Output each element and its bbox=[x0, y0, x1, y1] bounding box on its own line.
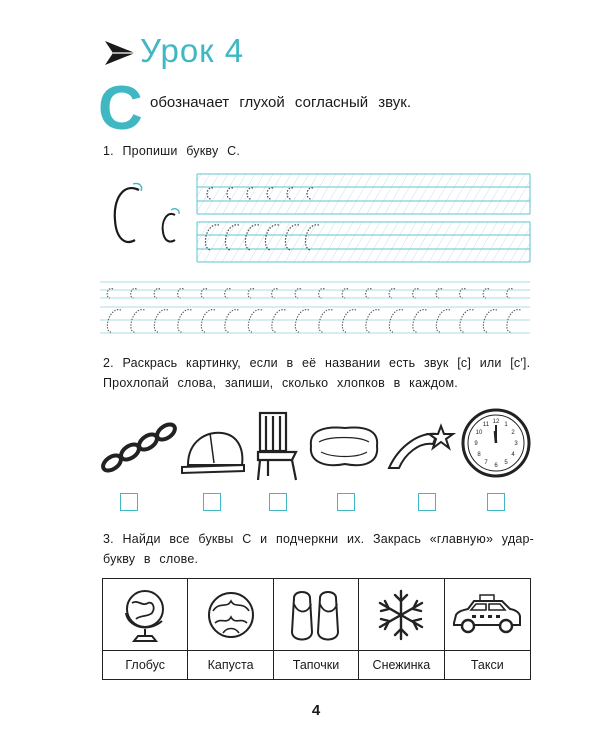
helmet-icon bbox=[180, 425, 248, 480]
answer-box[interactable] bbox=[269, 493, 287, 511]
table-picture-cell bbox=[359, 579, 444, 651]
arrow-icon bbox=[103, 38, 137, 68]
word-table bbox=[102, 578, 531, 680]
practice-capital-c bbox=[178, 310, 192, 332]
snowflake-icon bbox=[373, 587, 429, 643]
practice-capital-c bbox=[154, 310, 168, 332]
practice-capital-c bbox=[342, 310, 356, 332]
svg-text:5: 5 bbox=[504, 460, 508, 466]
table-word-cell: Такси bbox=[470, 658, 504, 672]
task-3-line-1: 3. Найди все буквы С и подчеркни их. Закрась «главную» удар- bbox=[103, 532, 534, 546]
table-picture-cell bbox=[274, 579, 359, 651]
answer-box[interactable] bbox=[487, 493, 505, 511]
table-picture-cell bbox=[445, 579, 530, 651]
globe-icon bbox=[118, 585, 172, 645]
practice-capital-c bbox=[201, 310, 215, 332]
practice-capital-c bbox=[131, 310, 145, 332]
practice-capital-c bbox=[272, 310, 286, 332]
big-letter: С bbox=[98, 74, 143, 143]
svg-text:11: 11 bbox=[482, 422, 490, 428]
model-capital-c bbox=[115, 188, 139, 242]
practice-capital-c bbox=[460, 310, 474, 332]
answer-box[interactable] bbox=[120, 493, 138, 511]
answer-box[interactable] bbox=[418, 493, 436, 511]
answer-box[interactable] bbox=[337, 493, 355, 511]
practice-capital-c bbox=[225, 310, 239, 332]
practice-capital-c bbox=[389, 310, 403, 332]
svg-text:8: 8 bbox=[477, 452, 481, 458]
practice-capital-c bbox=[507, 310, 521, 332]
table-word-cell: Тапочки bbox=[274, 651, 359, 679]
table-picture-cell bbox=[103, 579, 188, 651]
comet-icon bbox=[385, 420, 457, 470]
svg-text:9: 9 bbox=[474, 441, 478, 447]
answer-box[interactable] bbox=[203, 493, 221, 511]
taxi-icon bbox=[450, 593, 524, 637]
svg-text:12: 12 bbox=[492, 419, 500, 425]
table-word-cell: Капуста bbox=[188, 651, 273, 679]
practice-capital-c bbox=[483, 310, 497, 332]
task-2-line-1: 2. Раскрась картинку, если в её названии есть звук [с] или [с′]. bbox=[103, 356, 531, 370]
copybook-lines bbox=[95, 170, 540, 345]
slippers-icon bbox=[286, 586, 346, 644]
practice-capital-c bbox=[413, 310, 427, 332]
svg-text:2: 2 bbox=[511, 430, 515, 436]
practice-capital-c bbox=[366, 310, 380, 332]
pillow-icon bbox=[305, 418, 383, 474]
svg-text:10: 10 bbox=[475, 430, 483, 436]
page-number: 4 bbox=[311, 702, 321, 719]
table-word-cell: Снежинка bbox=[359, 651, 444, 679]
chain-icon bbox=[100, 418, 186, 478]
task-1-text: 1. Пропиши букву С. bbox=[103, 144, 241, 158]
practice-capital-c bbox=[107, 310, 121, 332]
practice-capital-c bbox=[248, 310, 262, 332]
task-2-line-2: Прохлопай слова, запиши, сколько хлопков в каждом. bbox=[103, 376, 458, 390]
practice-capital-c bbox=[436, 310, 450, 332]
svg-text:3: 3 bbox=[514, 441, 518, 447]
practice-capital-c bbox=[295, 310, 309, 332]
svg-text:6: 6 bbox=[494, 463, 498, 469]
lesson-title: Урок 4 bbox=[140, 32, 245, 69]
task-3-line-2: букву в слове. bbox=[103, 552, 199, 566]
intro-text: обозначает глухой согласный звук. bbox=[150, 94, 412, 111]
svg-text:7: 7 bbox=[484, 460, 488, 466]
practice-capital-c bbox=[319, 310, 333, 332]
svg-text:4: 4 bbox=[511, 452, 515, 458]
table-picture-cell bbox=[188, 579, 273, 651]
table-word-cell: Глобус bbox=[103, 651, 188, 679]
svg-text:1: 1 bbox=[504, 422, 508, 428]
chair-icon bbox=[252, 410, 302, 482]
clock-icon bbox=[460, 407, 532, 479]
cabbage-icon bbox=[203, 587, 259, 643]
